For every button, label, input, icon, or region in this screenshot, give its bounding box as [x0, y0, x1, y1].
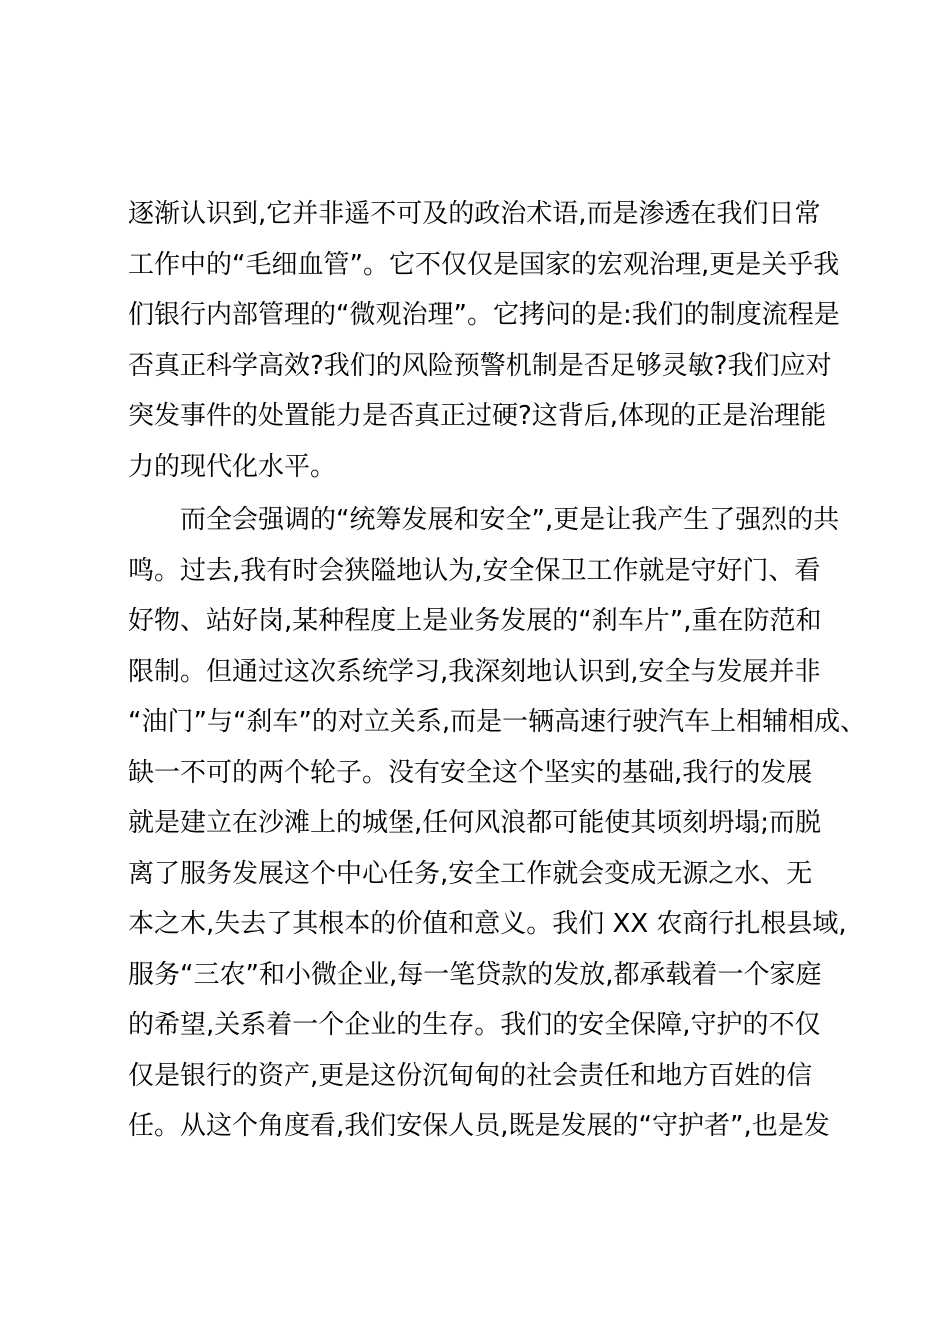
text-line: 的希望,关系着一个企业的生存。我们的安全保障,守护的不仅 [128, 1010, 821, 1040]
text-line: 限制。但通过这次系统学习,我深刻地认识到,安全与发展并非 [128, 656, 821, 687]
text-line: 否真正科学高效?我们的风险预警机制是否足够灵敏?我们应对 [128, 350, 832, 381]
paragraph-1 [128, 189, 840, 492]
text-line: 逐渐认识到,它并非遥不可及的政治术语,而是渗透在我们日常 [128, 199, 821, 229]
text-line: 服务“三农”和小微企业,每一笔贷款的发放,都承载着一个家庭 [128, 959, 822, 990]
text-line: 就是建立在沙滩上的城堡,任何风浪都可能使其顷刻坍塌;而脱 [128, 808, 822, 838]
text-line: 突发事件的处置能力是否真正过硬?这背后,体现的正是治理能 [128, 401, 827, 431]
text-line: 仅是银行的资产,更是这份沉甸甸的社会责任和地方百姓的信 [128, 1060, 813, 1091]
text-line: 本之木,失去了其根本的价值和意义。我们 XX 农商行扎根县域, [128, 909, 847, 939]
text-line: 好物、站好岗,某种程度上是业务发展的“刹车片”,重在防范和 [128, 606, 822, 636]
text-line: 鸣。过去,我有时会狭隘地认为,安全保卫工作就是守好门、看 [128, 555, 821, 586]
text-line: 们银行内部管理的“微观治理”。它拷问的是:我们的制度流程是 [128, 300, 840, 330]
text-line: 离了服务发展这个中心任务,安全工作就会变成无源之水、无 [128, 858, 813, 889]
text-line: 力的现代化水平。 [128, 451, 337, 482]
text-line: 工作中的“毛细血管”。它不仅仅是国家的宏观治理,更是关乎我 [128, 249, 840, 280]
text-line: “油门”与“刹车”的对立关系,而是一辆高速行驶汽车上相辅相成、 [128, 707, 867, 737]
text-line: 缺一不可的两个轮子。没有安全这个坚实的基础,我行的发展 [128, 757, 813, 788]
paragraph-2 [128, 495, 867, 1152]
text-line: 任。从这个角度看,我们安保人员,既是发展的“守护者”,也是发 [128, 1111, 830, 1141]
text-line: 而全会强调的“统筹发展和安全”,更是让我产生了强烈的共 [128, 505, 840, 535]
